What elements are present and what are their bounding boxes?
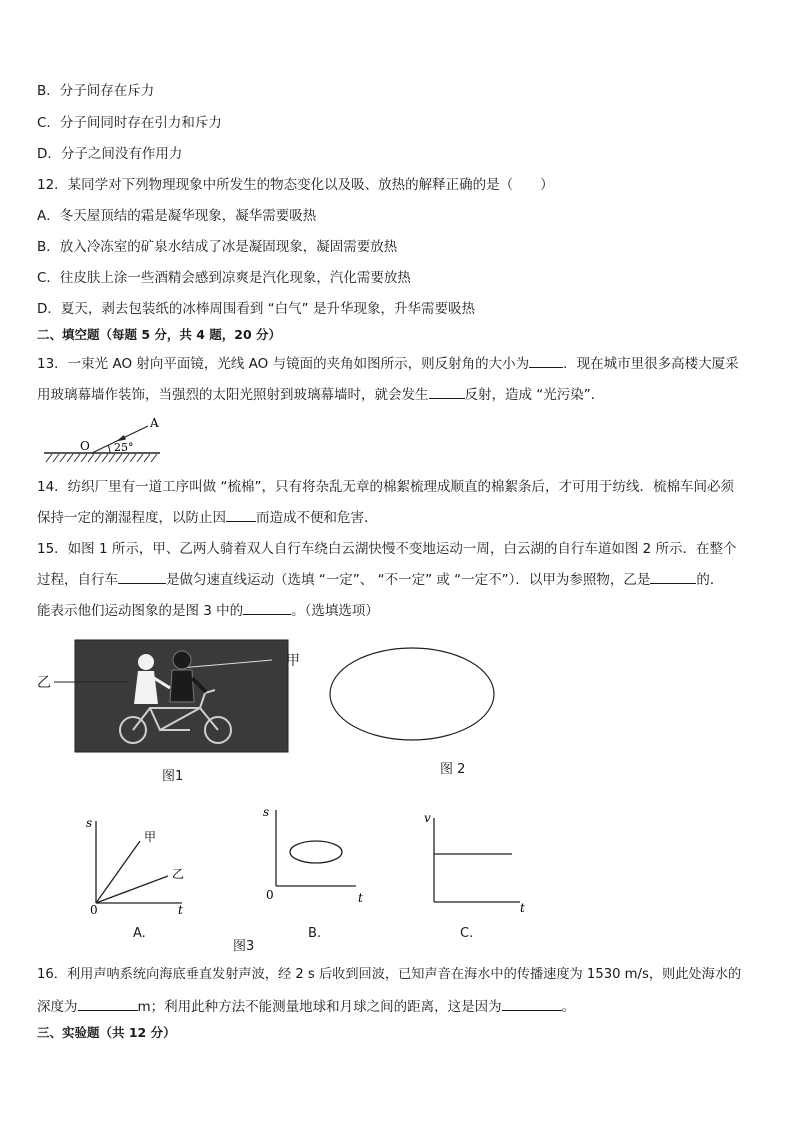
fig3-option-b: B. bbox=[308, 926, 322, 941]
q12-option-b: B．放入冷冻室的矿泉水结成了冰是凝固现象，凝固需要放热 bbox=[37, 239, 398, 255]
section-3-title: 三、实验题（共 12 分） bbox=[37, 1025, 176, 1040]
angle-arc bbox=[108, 445, 110, 453]
q15-text-3a: 能表示他们运动图象的是图 3 中的 bbox=[37, 603, 244, 619]
graph-c-ylabel: v bbox=[424, 811, 431, 825]
q15-line-3 bbox=[37, 602, 379, 620]
q13-line-2 bbox=[37, 386, 604, 404]
fig1-label-yi: 乙 bbox=[37, 675, 51, 691]
q13-text-2a: 用玻璃幕墙作装饰，当强烈的太阳光照射到玻璃幕墙时，就会发生 bbox=[37, 387, 429, 403]
fig3-option-a: A. bbox=[133, 926, 146, 941]
fig1-tandem-bike-photo bbox=[50, 638, 300, 756]
q11-option-b: B．分子间存在斥力 bbox=[37, 83, 155, 99]
q13-blank-1[interactable] bbox=[529, 355, 563, 368]
graph-a-origin: 0 bbox=[90, 903, 98, 915]
q15-text-3b: 。（选填选项） bbox=[291, 603, 379, 619]
q15-text-2a: 过程，自行车 bbox=[37, 572, 118, 588]
q12-stem: 12．某同学对下列物理现象中所发生的物态变化以及吸、放热的解释正确的是（ ） bbox=[37, 177, 554, 193]
graph-b-ellipse bbox=[290, 841, 342, 863]
q16-text-2a: 深度为 bbox=[37, 999, 78, 1015]
q15-line-2 bbox=[37, 571, 723, 589]
graph-b-ylabel: s bbox=[263, 805, 270, 819]
angle-label: 25° bbox=[114, 441, 134, 454]
q15-line-1: 15．如图 1 所示，甲、乙两人骑着双人自行车绕白云湖快慢不变地运动一周，白云湖的自行车道如图 2 所示．在整个 bbox=[37, 541, 737, 557]
q16-blank-2[interactable] bbox=[502, 998, 562, 1011]
q15-blank-3[interactable] bbox=[243, 602, 291, 615]
label-o: O bbox=[80, 439, 90, 453]
q12-option-a: A．冬天屋顶结的霜是凝华现象，凝华需要吸热 bbox=[37, 208, 317, 224]
q11-option-d: D．分子之间没有作用力 bbox=[37, 146, 183, 162]
q14-line-1: 14．纺织厂里有一道工序叫做 “梳棉”，只有将杂乱无章的棉絮梳理成顺直的棉絮条后，才可用于纺线．梳棉车间必须 bbox=[37, 479, 734, 495]
track-ellipse bbox=[330, 648, 494, 740]
q13-mirror-figure bbox=[38, 413, 168, 468]
graph-a-line-jia-label: 甲 bbox=[144, 830, 157, 844]
section-2-title: 二、填空题（每题 5 分，共 4 题，20 分） bbox=[37, 327, 282, 342]
q14-line-2 bbox=[37, 509, 378, 527]
fig1-label-jia: 甲 bbox=[286, 653, 300, 669]
fig3-graph-a bbox=[82, 815, 192, 915]
q13-text-1b: ．现在城市里很多高楼大厦采 bbox=[563, 356, 739, 372]
q14-blank[interactable] bbox=[226, 509, 256, 522]
q14-text-2b: 而造成不便和危害． bbox=[256, 510, 378, 526]
graph-b-xlabel: t bbox=[358, 891, 363, 905]
q16-text-2b: m；利用此种方法不能测量地球和月球之间的距离，这是因为 bbox=[137, 999, 502, 1015]
fig3-caption: 图3 bbox=[233, 939, 255, 954]
graph-a-xlabel: t bbox=[178, 903, 183, 915]
q15-blank-1[interactable] bbox=[118, 571, 166, 584]
q11-option-c: C．分子间同时存在引力和斥力 bbox=[37, 115, 222, 131]
graph-c-xlabel: t bbox=[520, 901, 525, 914]
graph-a-ylabel: s bbox=[86, 816, 93, 830]
graph-a-line-yi bbox=[96, 876, 168, 903]
fig3-graph-b bbox=[258, 800, 370, 906]
q16-blank-1[interactable] bbox=[78, 998, 138, 1011]
label-a: A bbox=[150, 416, 159, 430]
q12-option-c: C．往皮肤上涂一些酒精会感到凉爽是汽化现象，汽化需要放热 bbox=[37, 270, 411, 286]
fig3-graph-c bbox=[420, 808, 535, 914]
fig1-caption: 图1 bbox=[162, 769, 184, 784]
mirror-hatching bbox=[46, 454, 157, 462]
q12-option-d: D．夏天，剥去包装纸的冰棒周围看到 “白气” 是升华现象，升华需要吸热 bbox=[37, 301, 475, 317]
q15-text-2c: 的． bbox=[696, 572, 724, 588]
graph-a-line-jia bbox=[96, 841, 140, 903]
graph-a-line-yi-label: 乙 bbox=[172, 867, 185, 881]
q13-text-1a: 13．一束光 AO 射向平面镜，光线 AO 与镜面的夹角如图所示，则反射角的大小为 bbox=[37, 356, 530, 372]
q15-blank-2[interactable] bbox=[650, 571, 696, 584]
q16-text-2c: 。 bbox=[561, 999, 576, 1015]
fig2-caption: 图 2 bbox=[440, 762, 466, 777]
q15-text-2b: 是做匀速直线运动（选填 “一定”、 “不一定” 或 “一定不”）．以甲为参照物，乙是 bbox=[166, 572, 651, 588]
q16-line-2 bbox=[37, 998, 575, 1016]
fig2-lake-track bbox=[328, 646, 496, 742]
q13-text-2b: 反射，造成 “光污染”． bbox=[464, 387, 605, 403]
q14-text-2a: 保持一定的潮湿程度，以防止因 bbox=[37, 510, 226, 526]
q16-line-1: 16．利用声呐系统向海底垂直发射声波，经 2 s 后收到回波，已知声音在海水中的传播速度为 1530 m/s，则此处海水的 bbox=[37, 967, 742, 982]
q13-line-1 bbox=[37, 355, 739, 373]
fig3-option-c: C. bbox=[460, 926, 474, 941]
q13-blank-2[interactable] bbox=[429, 386, 465, 399]
graph-b-origin: 0 bbox=[266, 888, 274, 902]
